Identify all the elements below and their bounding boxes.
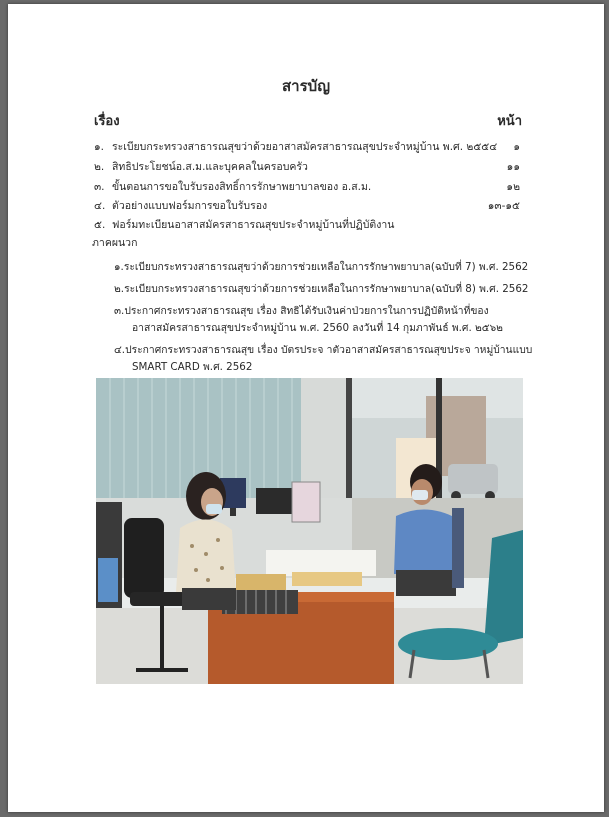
page-title: สารบัญ [282,77,330,95]
office-photo-illustration [96,378,523,684]
toc-page-number: ๑๓-๑๕ [487,200,520,212]
appendix-entry: ๓.ประกาศกระทรวงสาธารณสุข เรื่อง สิทธิได้รับเงินค่าป่วยการในการปฏิบัติหน้าที่ของ [114,305,489,317]
toc-entry: ๓. ขั้นตอนการขอใบรับรองสิทธิ์การรักษาพยาบาลของ อ.ส.ม. [94,181,372,193]
toc-page-number: ๑ [513,141,520,153]
appendix-entry: ๑.ระเบียบกระทรวงสาธารณสุขว่าด้วยการช่วยเหลือในการรักษาพยาบาล(ฉบับที่ 7) พ.ศ. 2562 [114,261,529,273]
toc-page-number: ๑๑ [506,161,520,173]
toc-entry: ๒. สิทธิประโยชน์อ.ส.ม.และบุคคลในครอบครัว [94,161,308,173]
appendix-entry: ๔.ประกาศกระทรวงสาธารณสุข เรื่อง บัตรประจ าตัวอาสาสมัครสาธารณสุขประจ าหมู่บ้านแบบ [114,344,533,356]
toc-page-number: ๑๒ [506,181,520,193]
toc-entry: ๕. ฟอร์มทะเบียนอาสาสมัครสาธารณสุขประจำหมู่บ้านที่ปฏิบัติงาน [94,219,395,231]
appendix-entry-continued: SMART CARD พ.ศ. 2562 [132,361,253,373]
appendix-entry-continued: อาสาสมัครสาธารณสุขประจำหมู่บ้าน พ.ศ. 2560 ลงวันที่ 14 กุมภาพันธ์ พ.ศ. ๒๕๖๒ [132,322,503,334]
toc-entry: ๔. ตัวอย่างแบบฟอร์มการขอใบรับรอง [94,200,268,212]
appendix-label: ภาคผนวก [92,237,138,249]
column-header-page: หน้า [497,114,522,129]
column-header-subject: เรื่อง [94,114,120,129]
toc-entry: ๑. ระเบียบกระทรวงสาธารณสุขว่าด้วยอาสาสมัครสาธารณสุขประจำหมู่บ้าน พ.ศ. ๒๕๕๔ [94,141,498,153]
appendix-entry: ๒.ระเบียบกระทรวงสาธารณสุขว่าด้วยการช่วยเหลือในการรักษาพยาบาล(ฉบับที่ 8) พ.ศ. 2562 [114,283,529,295]
document-page [8,4,604,812]
office-photo [96,378,523,684]
